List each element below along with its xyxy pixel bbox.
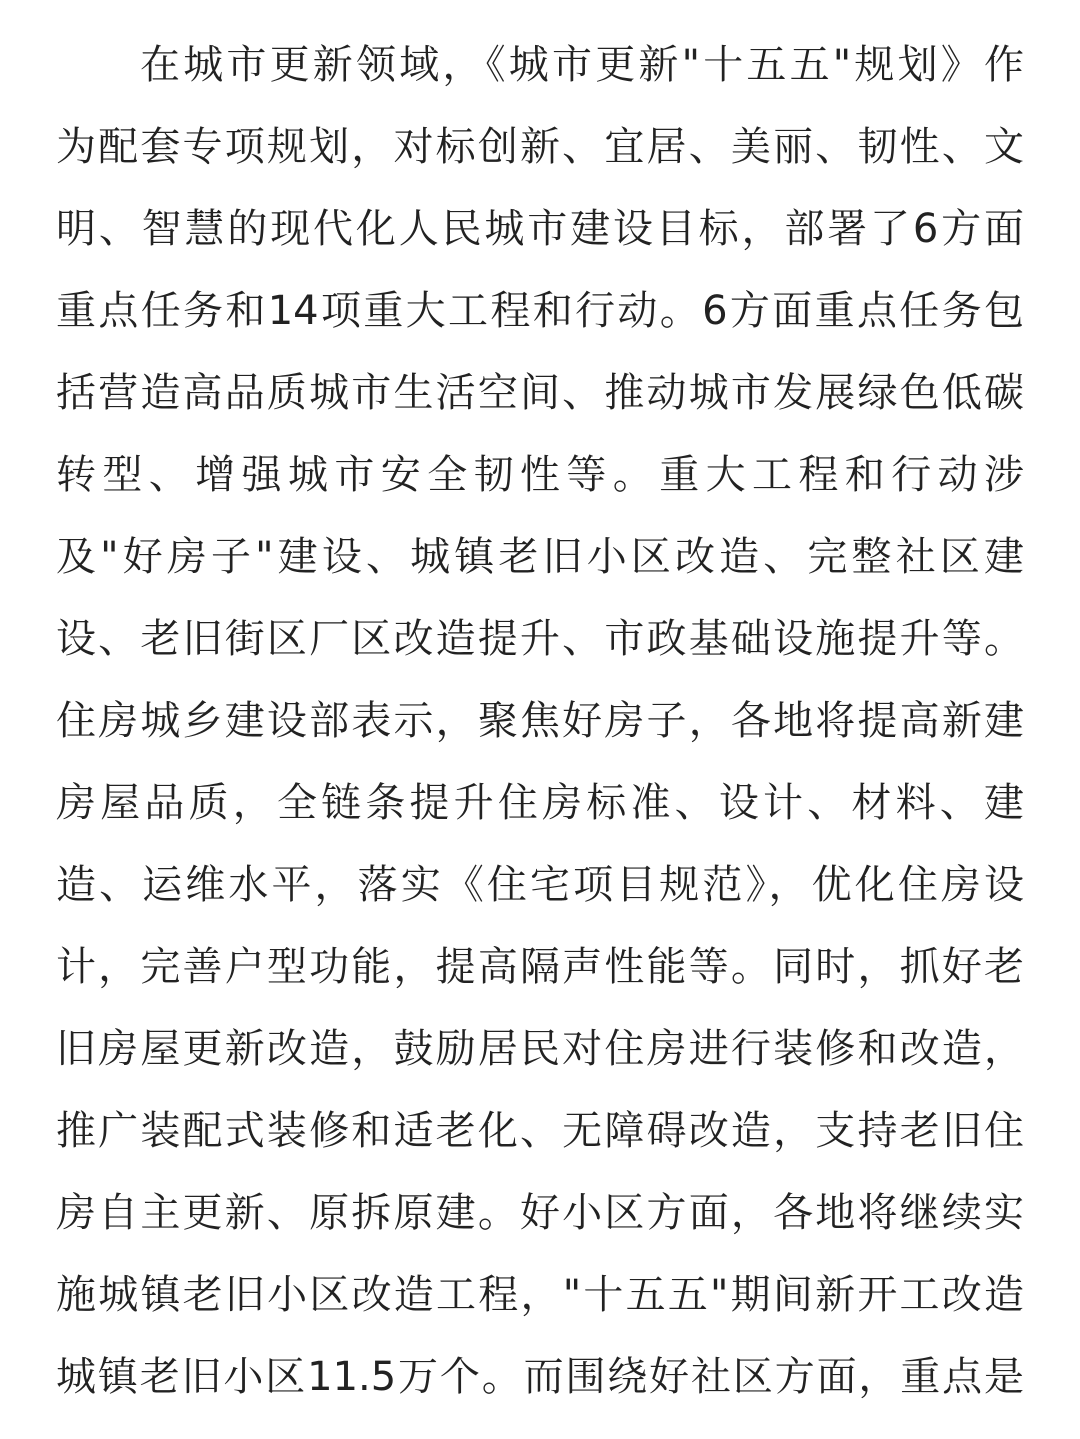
paragraph-line: 施城镇老旧小区改造工程，"十五五"期间新开工改造 <box>56 1272 1024 1318</box>
paragraph-line: 设、老旧街区厂区改造提升、市政基础设施提升等。 <box>56 616 1024 662</box>
paragraph-line: 在城市更新领域，《城市更新"十五五"规划》作 <box>140 42 1024 88</box>
paragraph-line: 旧房屋更新改造，鼓励居民对住房进行装修和改造， <box>56 1026 1024 1072</box>
paragraph-line: 房屋品质，全链条提升住房标准、设计、材料、建 <box>56 780 1024 826</box>
paragraph-line: 括营造高品质城市生活空间、推动城市发展绿色低碳 <box>56 370 1024 416</box>
paragraph-line: 及"好房子"建设、城镇老旧小区改造、完整社区建 <box>56 534 1024 580</box>
paragraph-line: 造、运维水平，落实《住宅项目规范》，优化住房设 <box>56 862 1024 908</box>
paragraph-line: 转型、增强城市安全韧性等。重大工程和行动涉 <box>56 452 1024 498</box>
paragraph-line: 住房城乡建设部表示，聚焦好房子，各地将提高新建 <box>56 698 1024 744</box>
paragraph-line: 重点任务和14项重大工程和行动。6方面重点任务包 <box>56 288 1024 334</box>
paragraph-line: 明、智慧的现代化人民城市建设目标，部署了6方面 <box>56 206 1024 252</box>
paragraph-line: 房自主更新、原拆原建。好小区方面，各地将继续实 <box>56 1190 1024 1236</box>
paragraph-line: 计，完善户型功能，提高隔声性能等。同时，抓好老 <box>56 944 1024 990</box>
paragraph-line: 城镇老旧小区11.5万个。而围绕好社区方面，重点是 <box>56 1354 1024 1400</box>
paragraph-line: 推广装配式装修和适老化、无障碍改造，支持老旧住 <box>56 1108 1024 1154</box>
paragraph-line: 为配套专项规划，对标创新、宜居、美丽、韧性、文 <box>56 124 1024 170</box>
